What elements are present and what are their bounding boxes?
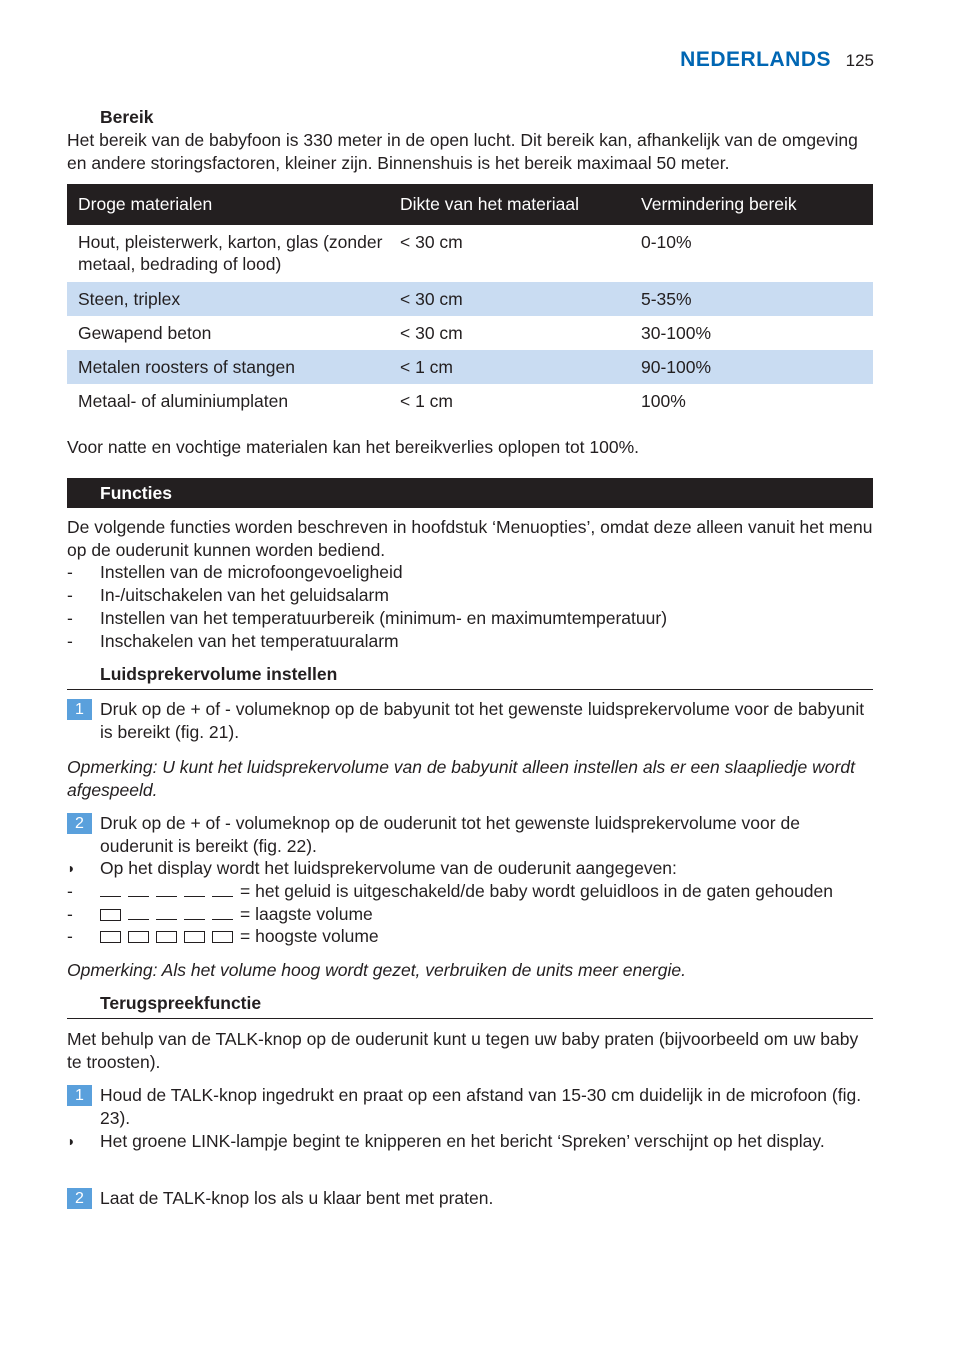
step-text: Druk op de + of - volumeknop op de ouderunit tot het gewenste luidsprekervolume voor de ouderunit is bereikt (fig. 22).	[100, 813, 800, 856]
functions-heading-bar	[67, 478, 873, 508]
range-heading: Bereik	[100, 107, 154, 127]
step-number-badge: 1	[67, 699, 92, 720]
section-divider	[67, 1018, 873, 1019]
step-number-badge: 2	[67, 1188, 92, 1209]
step-number-badge: 1	[67, 1085, 92, 1106]
table-row	[67, 225, 873, 282]
dash-marker: -	[67, 926, 73, 946]
table-cell: Hout, pleisterwerk, karton, glas (zonder metaal, bedrading of lood)	[78, 232, 383, 274]
list-item-text: Instellen van het temperatuurbereik (minimum- en maximumtemperatuur)	[100, 608, 668, 628]
dash-marker: -	[67, 881, 73, 901]
table-header-cell: Dikte van het materiaal	[389, 184, 630, 225]
dash-marker: -	[67, 608, 73, 628]
volume-bars-icon	[100, 904, 240, 924]
table-row	[67, 316, 873, 350]
note-text: Opmerking: Als het volume hoog wordt gezet, verbruiken de units meer energie.	[67, 960, 686, 980]
functions-heading: Functies	[100, 483, 172, 503]
table-header-row	[67, 184, 873, 225]
dash-marker: -	[67, 904, 73, 924]
section-divider	[67, 689, 873, 690]
dash-marker: -	[67, 585, 73, 605]
talkback-intro: Met behulp van de TALK-knop op de ouderunit kunt u tegen uw baby praten (bijvoorbeeld om uw baby te troosten).	[67, 1029, 859, 1072]
dash-marker: -	[67, 631, 73, 651]
talkback-heading: Terugspreekfunctie	[100, 993, 262, 1013]
table-row	[67, 350, 873, 384]
volume-heading: Luidsprekervolume instellen	[100, 664, 338, 684]
table-cell: 90-100%	[630, 350, 873, 384]
table-cell: 30-100%	[641, 323, 712, 343]
bullet-marker: ◗	[67, 860, 76, 876]
level-line	[100, 925, 875, 948]
step-number-badge: 2	[67, 813, 92, 834]
table-cell: < 30 cm	[389, 282, 630, 316]
table-cell: 0-10%	[641, 232, 692, 252]
table-cell: Metaal- of aluminiumplaten	[78, 391, 289, 411]
list-item-text: In-/uitschakelen van het geluidsalarm	[100, 585, 389, 605]
table-header-cell: Droge materialen	[67, 184, 389, 225]
table-cell: < 30 cm	[400, 232, 463, 252]
table-cell: < 1 cm	[389, 350, 630, 384]
step-text: Houd de TALK-knop ingedrukt en praat op een afstand van 15-30 cm duidelijk in de microfoon (fig. 23).	[100, 1085, 862, 1128]
table-cell: Steen, triplex	[67, 282, 389, 316]
result-text: Op het display wordt het luidsprekervolume van de ouderunit aangegeven:	[100, 858, 677, 878]
table-row	[67, 384, 873, 418]
level-line	[100, 903, 875, 926]
volume-bars-icon	[100, 881, 240, 901]
functions-intro: De volgende functies worden beschreven in hoofdstuk ‘Menuopties’, omdat deze alleen vanuit het menu op de ouderunit kunnen worden bediend.	[67, 517, 873, 560]
table-cell: 5-35%	[630, 282, 873, 316]
table-cell: < 1 cm	[400, 391, 454, 411]
list-item-text: Inschakelen van het temperatuuralarm	[100, 631, 399, 651]
page-number: 125	[845, 51, 874, 70]
table-header-cell: Vermindering bereik	[630, 184, 873, 225]
step-text: Laat de TALK-knop los als u klaar bent met praten.	[100, 1188, 494, 1208]
table-cell: 100%	[641, 391, 686, 411]
step-text: Druk op de + of - volumeknop op de babyunit tot het gewenste luidsprekervolume voor de babyunit is bereikt (fig. 21).	[100, 699, 865, 742]
dash-marker: -	[67, 562, 73, 582]
table-row	[67, 282, 873, 316]
range-footer: Voor natte en vochtige materialen kan het bereikverlies oplopen tot 100%.	[67, 437, 640, 457]
language-header: NEDERLANDS	[680, 48, 831, 71]
bullet-marker: ◗	[67, 1133, 76, 1149]
table-cell: Metalen roosters of stangen	[67, 350, 389, 384]
level-description: = het geluid is uitgeschakeld/de baby wordt geluidloos in de gaten gehouden	[240, 881, 834, 901]
range-table	[67, 184, 873, 418]
level-description: = hoogste volume	[240, 926, 379, 946]
result-text: Het groene LINK-lampje begint te knipperen en het bericht ‘Spreken’ verschijnt op het display.	[100, 1131, 825, 1151]
table-cell: < 30 cm	[400, 323, 463, 343]
range-intro: Het bereik van de babyfoon is 330 meter in de open lucht. Dit bereik kan, afhankelijk van de omgeving en andere storingsfactoren, kleiner zijn. Binnenshuis is het bereik maximaal 50 meter.	[67, 130, 858, 173]
level-line	[100, 880, 875, 903]
table-cell: Gewapend beton	[78, 323, 212, 343]
note-text: Opmerking: U kunt het luidsprekervolume van de babyunit alleen instellen als er een slaapliedje wordt afgespeeld.	[67, 757, 855, 800]
list-item-text: Instellen van de microfoongevoeligheid	[100, 562, 403, 582]
level-description: = laagste volume	[240, 904, 373, 924]
volume-bars-icon	[100, 926, 240, 946]
